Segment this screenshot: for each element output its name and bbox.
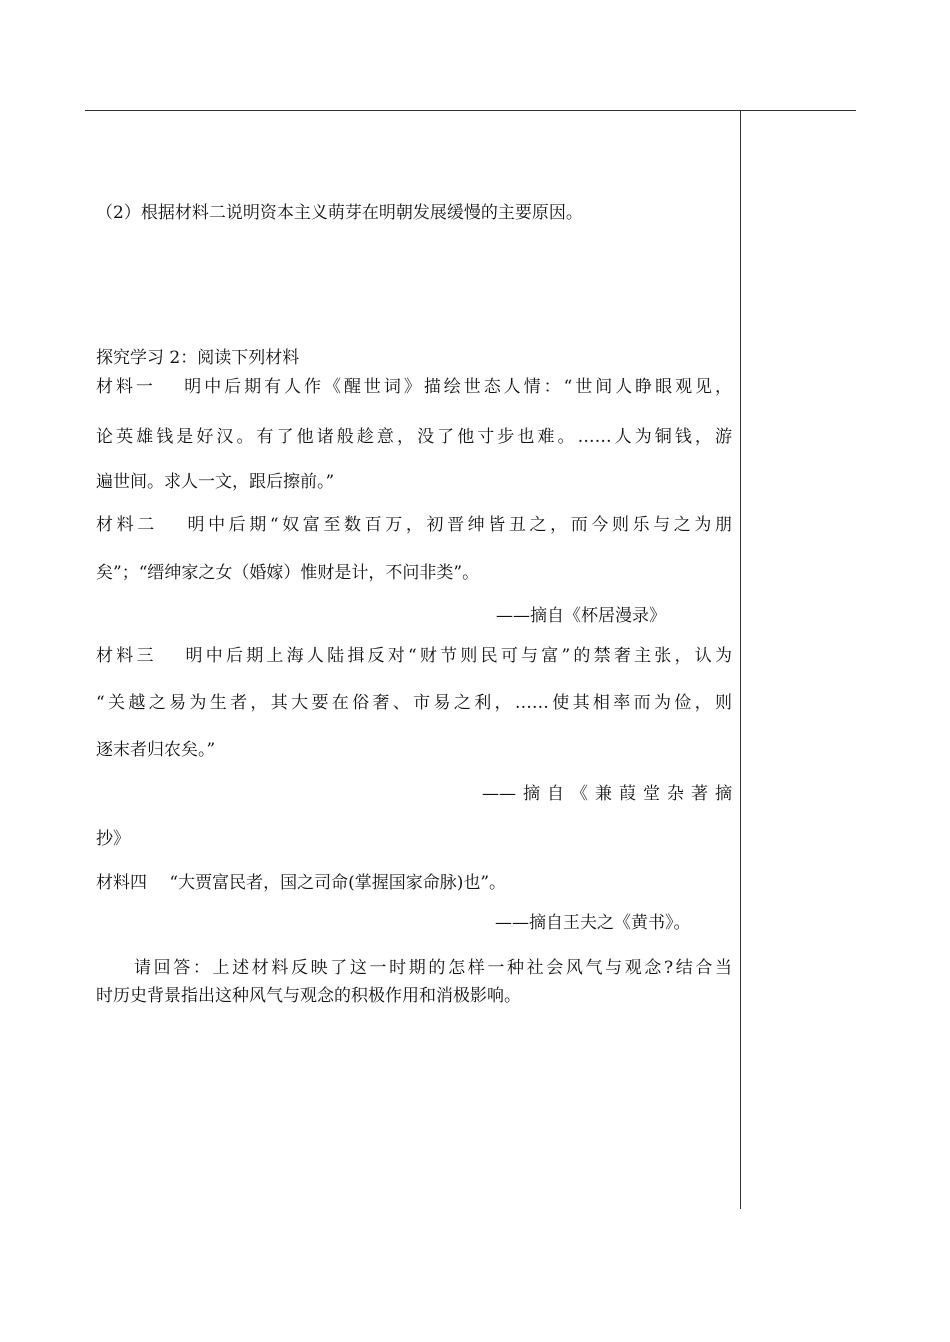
material-2-line-2: 矣”；“缙绅家之女（婚嫁）惟财是计，不问非类”。 — [96, 563, 480, 583]
material-3-line-2: “关越之易为生者，其大要在俗奢、市易之利，……使其相率而为俭，则 — [96, 693, 732, 713]
material-1-line-3: 遍世间。求人一文，跟后擦前。” — [96, 472, 335, 492]
material-3-line-1: 材料三 明中后期上海人陆揖反对“财节则民可与富”的禁奢主张，认为 — [96, 646, 732, 666]
material-4-source: ——摘自王夫之《黄书》。 — [495, 913, 691, 933]
question-line-1: 请回答：上述材料反映了这一时期的怎样一种社会风气与观念?结合当 — [134, 958, 732, 978]
right-margin-rule — [740, 110, 741, 1209]
material-1-line-1: 材料一 明中后期有人作《醒世词》描绘世态人情：“世间人睁眼观见， — [96, 377, 732, 397]
material-3-source-line-2: 抄》 — [96, 829, 130, 849]
question-2: （2）根据材料二说明资本主义萌芽在明朝发展缓慢的主要原因。 — [96, 203, 583, 223]
question-line-2: 时历史背景指出这种风气与观念的积极作用和消极影响。 — [96, 986, 521, 1006]
material-2-source: ——摘自《杯居漫录》 — [496, 606, 666, 626]
material-3-source-line-1: ——摘自《兼葭堂杂著摘 — [482, 784, 732, 804]
material-1-line-2: 论英雄钱是好汉。有了他诸般趁意，没了他寸步也难。……人为铜钱，游 — [96, 427, 732, 447]
section-heading: 探究学习 2：阅读下列材料 — [96, 348, 300, 368]
material-2-line-1: 材料二 明中后期“奴富至数百万，初晋绅皆丑之，而今则乐与之为朋 — [96, 515, 732, 535]
material-4-line-1: 材料四 “大贾富民者，国之司命(掌握国家命脉)也”。 — [96, 873, 507, 893]
material-3-line-3: 逐末者归农矣。” — [96, 740, 216, 760]
